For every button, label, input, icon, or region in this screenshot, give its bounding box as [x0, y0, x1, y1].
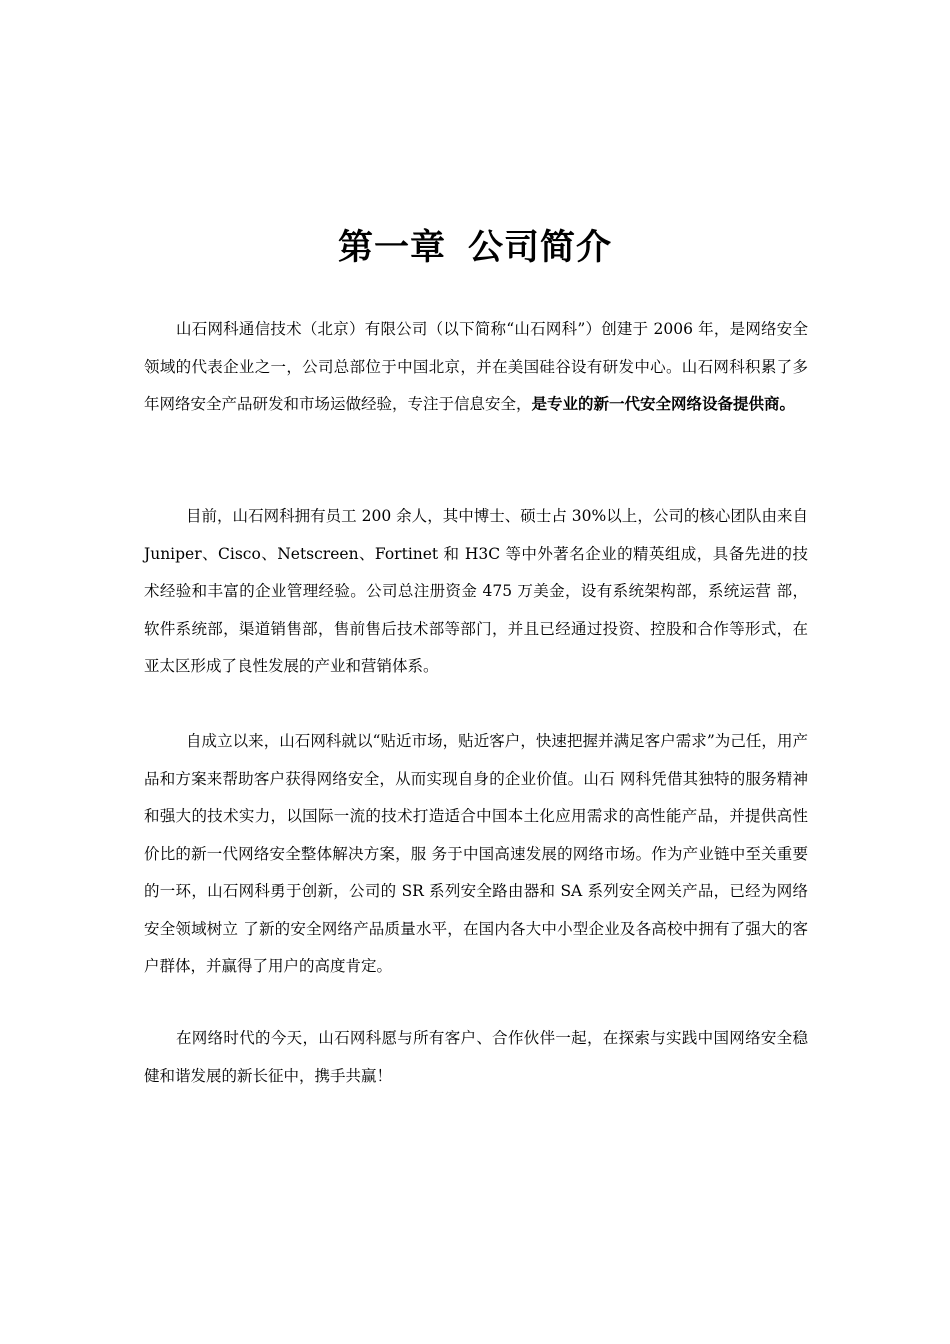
paragraph-2-text: 目前，山石网科拥有员工 200 余人，其中博士、硕士占 30%以上，公司的核心团队由来自 Juniper、Cisco、Netscreen、Fortinet 和 H3C 等中外著名企业的精英组成，具备先进的技术经验和丰富的企业管理经验。公司总注册资金 475 万美金，设有系统架构部，系统运营 部，软件系统部，渠道销售部，售前售后技术部等部门，并且已经通过投资、控股和合作等形式，在亚太区形成了良性发展的产业和营销体系。	[144, 507, 808, 675]
paragraph-1-bold-text: 是专业的新一代安全网络设备提供商。	[531, 395, 796, 413]
chapter-number: 第一章	[337, 228, 446, 268]
paragraph-3	[144, 723, 808, 986]
paragraph-1-text: 山石网科通信技术（北京）有限公司（以下简称“山石网科”）创建于 2006 年，是网络安全领域的代表企业之一，公司总部位于中国北京，并在美国硅谷设有研发中心。山石网科积累了多年网络安全产品研发和市场运做经验，专注于信息安全，	[144, 320, 808, 413]
paragraph-1	[144, 311, 808, 424]
chapter-name: 公司简介	[468, 228, 613, 268]
paragraph-4	[144, 1020, 808, 1095]
paragraph-4-text: 在网络时代的今天，山石网科愿与所有客户、合作伙伴一起，在探索与实践中国网络安全稳健和谐发展的新长征中，携手共赢！	[144, 1029, 808, 1085]
paragraph-2	[144, 498, 808, 686]
paragraph-3-text: 自成立以来，山石网科就以“贴近市场，贴近客户，快速把握并满足客户需求”为己任，用产品和方案来帮助客户获得网络安全，从而实现自身的企业价值。山石 网科凭借其独特的服务精神和强大的技术实力，以国际一流的技术打造适合中国本土化应用需求的高性能产品，并提供高性价比的新一代网络安全整体解决方案，服 务于中国高速发展的网络市场。作为产业链中至关重要的一环，山石网科勇于创新，公司的 SR 系列安全路由器和 SA 系列安全网关产品，已经为网络安全领域树立 了新的安全网络产品质量水平，在国内各大中小型企业及各高校中拥有了强大的客户群体，并赢得了用户的高度肯定。	[144, 732, 808, 975]
chapter-title	[0, 222, 950, 274]
